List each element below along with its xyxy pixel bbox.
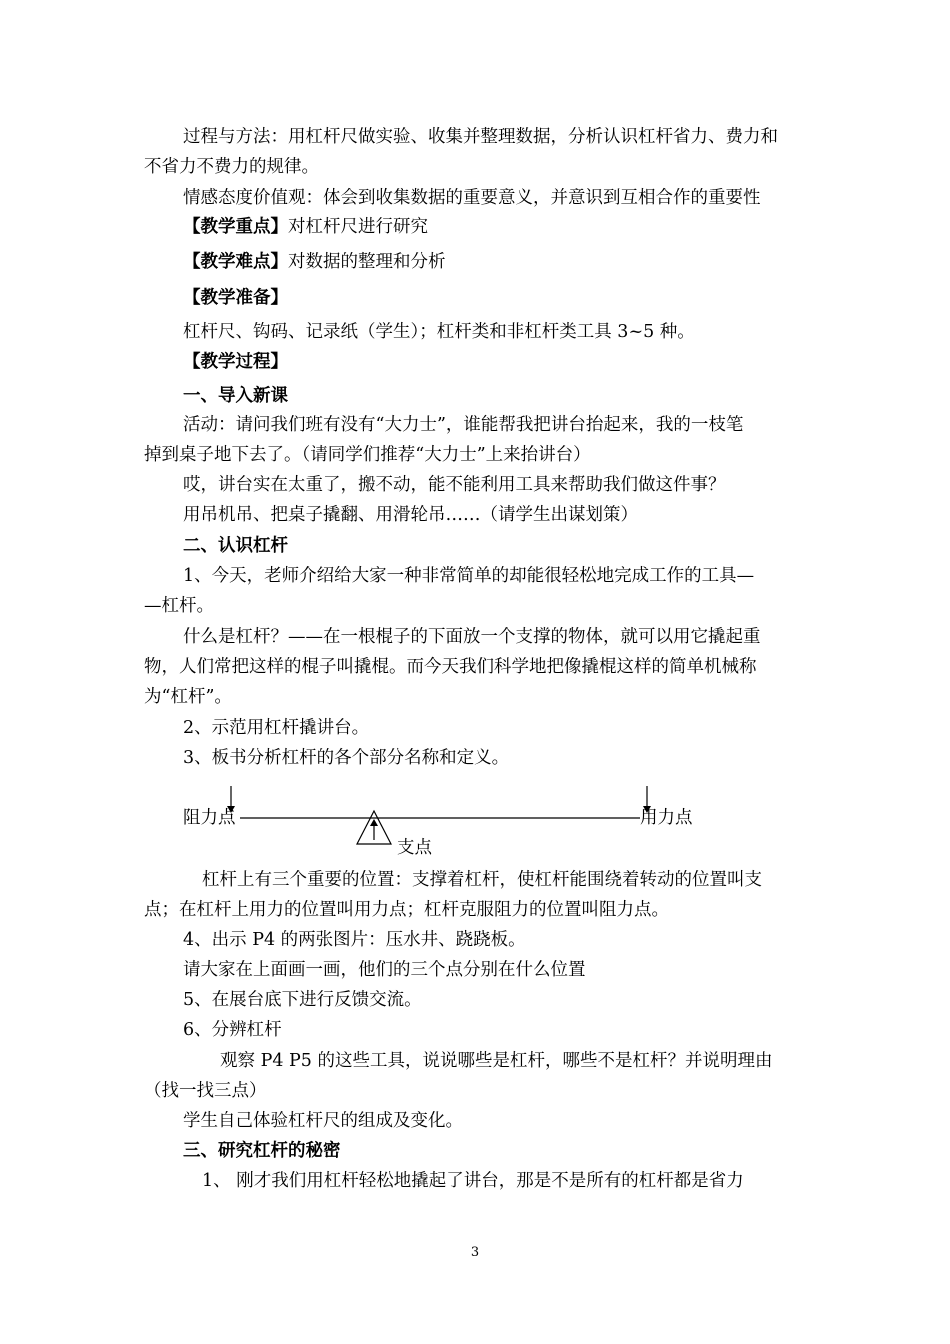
item2: 2、示范用杠杆撬讲台。 bbox=[183, 718, 370, 738]
observe-line1: 观察 P4 P5 的这些工具，说说哪些是杠杆，哪些不是杠杆？并说明理由 bbox=[220, 1051, 773, 1071]
definition-line1: 什么是杠杆？——在一根棍子的下面放一个支撑的物体，就可以用它撬起重 bbox=[183, 627, 761, 647]
item1-line2: —杠杆。 bbox=[144, 596, 214, 616]
section3-item1-line1: 1、 刚才我们用杠杆轻松地撬起了讲台，那是不是所有的杠杆都是省力 bbox=[202, 1171, 744, 1191]
paragraph-too-heavy: 哎，讲台实在太重了，搬不动，能不能利用工具来帮助我们做这件事？ bbox=[183, 475, 726, 495]
item6: 6、分辨杠杆 bbox=[183, 1020, 282, 1040]
item1-line1: 1、今天，老师介绍给大家一种非常简单的却能很轻松地完成工作的工具— bbox=[183, 566, 755, 586]
difficulty-row bbox=[183, 250, 446, 274]
paragraph-attitude: 情感态度价值观：体会到收集数据的重要意义，并意识到互相合作的重要性 bbox=[183, 188, 761, 208]
paragraph-experience: 学生自己体验杠杆尺的组成及变化。 bbox=[183, 1111, 463, 1131]
three-points-line1: 杠杆上有三个重要的位置：支撑着杠杆，使杠杆能围绕着转动的位置叫支 bbox=[202, 870, 762, 890]
page-number: 3 bbox=[470, 1245, 480, 1260]
item3: 3、板书分析杠杆的各个部分名称和定义。 bbox=[183, 748, 510, 768]
paragraph-tools: 用吊机吊、把桌子撬翻、用滑轮吊……（请学生出谋划策） bbox=[183, 505, 638, 525]
key-point-text: 对杠杆尺进行研究 bbox=[288, 217, 428, 237]
key-point-row bbox=[183, 215, 428, 239]
section-heading-3: 三、研究杠杆的秘密 bbox=[183, 1141, 341, 1161]
paragraph-process-method-line2: 不省力不费力的规律。 bbox=[144, 157, 319, 177]
fulcrum-arrowhead-icon bbox=[370, 819, 378, 826]
resistance-point-label: 阻力点 bbox=[183, 808, 236, 828]
preparation-text: 杠杆尺、钩码、记录纸（学生）；杠杆类和非杠杆类工具 3~5 种。 bbox=[183, 322, 695, 342]
paragraph-process-method-line1: 过程与方法：用杠杆尺做实验、收集并整理数据，分析认识杠杆省力、费力和 bbox=[183, 127, 778, 147]
activity-line2: 掉到桌子地下去了。（请同学们推荐“大力士”上来抬讲台） bbox=[144, 445, 591, 465]
lever-diagram-svg bbox=[0, 780, 950, 870]
definition-line3: 为“杠杆”。 bbox=[144, 687, 232, 707]
definition-line2: 物，人们常把这样的棍子叫撬棍。而今天我们科学地把像撬棍这样的简单机械称 bbox=[144, 657, 757, 677]
section-heading-1: 一、导入新课 bbox=[183, 386, 288, 406]
process-heading: 【教学过程】 bbox=[183, 352, 288, 372]
lever-diagram bbox=[0, 780, 950, 870]
item4: 4、出示 P4 的两张图片：压水井、跷跷板。 bbox=[183, 930, 526, 950]
three-points-line2: 点；在杠杆上用力的位置叫用力点；杠杆克服阻力的位置叫阻力点。 bbox=[144, 900, 669, 920]
observe-line2: （找一找三点） bbox=[144, 1081, 267, 1101]
fulcrum-label: 支点 bbox=[397, 838, 432, 858]
difficulty-label: 【教学难点】 bbox=[183, 252, 288, 272]
paragraph-draw: 请大家在上面画一画，他们的三个点分别在什么位置 bbox=[183, 960, 586, 980]
section-heading-2: 二、认识杠杆 bbox=[183, 536, 288, 556]
key-point-label: 【教学重点】 bbox=[183, 217, 288, 237]
preparation-heading: 【教学准备】 bbox=[183, 288, 288, 308]
difficulty-text: 对数据的整理和分析 bbox=[288, 252, 446, 272]
effort-point-label: 用力点 bbox=[640, 808, 693, 828]
activity-line1: 活动：请问我们班有没有“大力士”，谁能帮我把讲台抬起来，我的一枝笔 bbox=[183, 415, 744, 435]
item5: 5、在展台底下进行反馈交流。 bbox=[183, 990, 422, 1010]
